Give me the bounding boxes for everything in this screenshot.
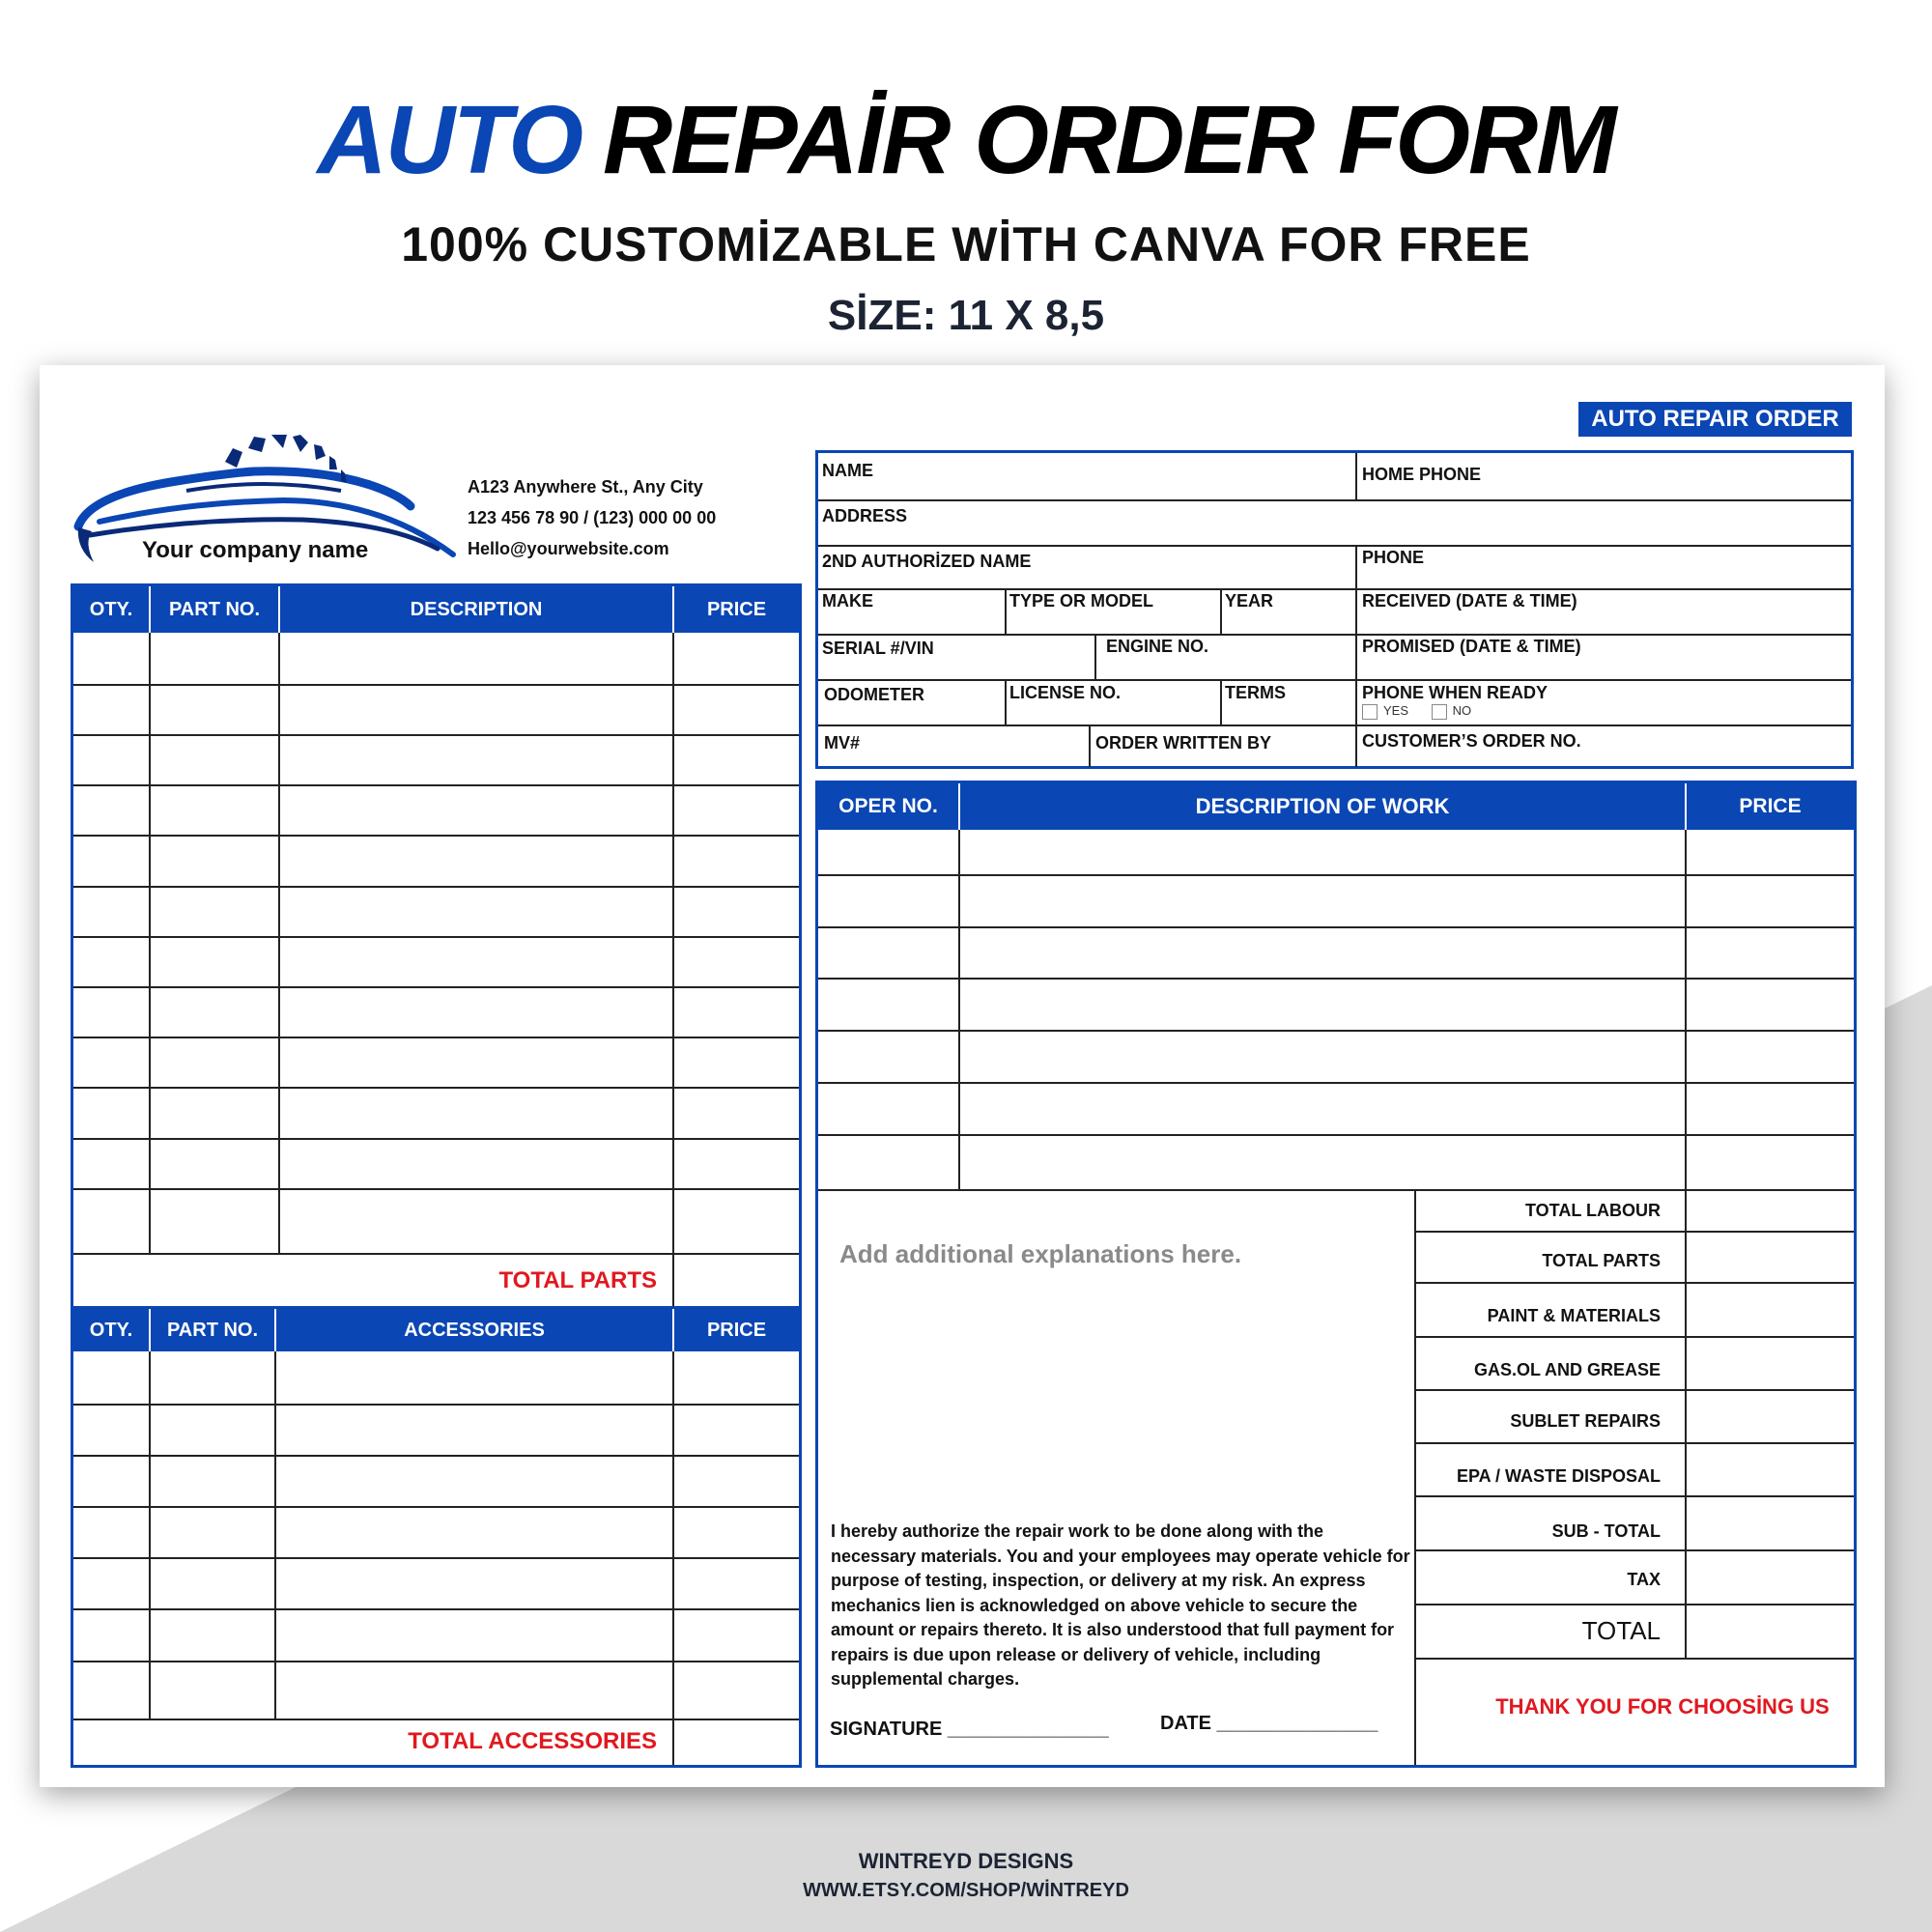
total-parts-label: TOTAL PARTS — [498, 1267, 657, 1293]
received-label: RECEIVED (DATE & TIME) — [1362, 591, 1577, 611]
year-label: YEAR — [1225, 591, 1274, 611]
thank-you-message: THANK YOU FOR CHOOSİNG US — [1495, 1694, 1830, 1719]
phone-label: PHONE — [1362, 548, 1425, 567]
name-label: NAME — [822, 461, 873, 480]
date-line[interactable]: DATE _______________ — [1160, 1713, 1378, 1734]
signature-line[interactable]: SIGNATURE _______________ — [830, 1719, 1109, 1740]
engine-no-label: ENGINE NO. — [1106, 637, 1209, 656]
parts-header-description: DESCRIPTION — [410, 599, 543, 620]
work-header-operno: OPER NO. — [838, 795, 938, 817]
accessories-header-partno: PART NO. — [166, 1320, 259, 1341]
sublet-repairs-label: SUBLET REPAIRS — [1510, 1411, 1661, 1431]
work-header-price: PRICE — [1739, 795, 1802, 817]
footer-url[interactable]: WWW.ETSY.COM/SHOP/WİNTREYD — [803, 1880, 1129, 1901]
make-label: MAKE — [822, 591, 873, 611]
gasol-grease-label: GAS.OL AND GREASE — [1473, 1360, 1661, 1379]
phone-when-ready-label: PHONE WHEN READY — [1362, 683, 1548, 702]
company-name: Your company name — [142, 537, 369, 563]
additional-explanations[interactable]: Add additional explanations here. — [839, 1239, 1242, 1268]
total-labour-label: TOTAL LABOUR — [1525, 1201, 1661, 1220]
tax-label: TAX — [1627, 1570, 1661, 1589]
second-authorized-name-label: 2ND AUTHORİZED NAME — [822, 552, 1032, 571]
order-written-by-label: ORDER WRITTEN BY — [1095, 733, 1271, 753]
address-label: ADDRESS — [822, 506, 908, 526]
phone-ready-options — [1362, 703, 1471, 720]
parts-table — [71, 583, 802, 1310]
promised-label: PROMISED (DATE & TIME) — [1362, 637, 1581, 656]
company-address: A123 Anywhere St., Any City — [468, 477, 703, 497]
accessories-header-accessories: ACCESSORIES — [404, 1320, 545, 1341]
company-info — [468, 471, 716, 564]
work-table — [815, 781, 1857, 1768]
notes-area — [818, 1189, 1414, 1769]
license-no-label: LICENSE NO. — [1009, 683, 1122, 702]
title-accent: AUTO — [317, 86, 582, 194]
size-label: SİZE: 11 X 8,5 — [827, 292, 1105, 339]
parts-header-price: PRICE — [706, 599, 767, 620]
yes-checkbox[interactable] — [1362, 704, 1378, 720]
company-email: Hello@yourwebsite.com — [468, 539, 669, 558]
home-phone-label: HOME PHONE — [1362, 465, 1482, 484]
type-model-label: TYPE OR MODEL — [1009, 591, 1154, 611]
paint-materials-label: PAINT & MATERIALS — [1487, 1306, 1661, 1325]
subtitle: 100% CUSTOMİZABLE WİTH CANVA FOR FREE — [401, 217, 1531, 271]
parts-header-partno: PART NO. — [168, 599, 261, 620]
terms-label: TERMS — [1225, 683, 1286, 702]
mv-label: MV# — [824, 733, 861, 753]
accessories-header-price: PRICE — [706, 1320, 767, 1341]
odometer-label: ODOMETER — [824, 685, 925, 704]
authorization-text: I hereby authorize the repair work to be done along with the necessary materials. You and your employees may operate vehicle for purpose of testing, inspection, or delivery at my risk. An express mechanics lien is acknowledged on above vehicle to secure the amount or repairs thereto. It is also understood that full payment for repairs is due upon release or delivery of vehicle, including supplemental charges. — [831, 1521, 1410, 1689]
parts-header-row — [73, 586, 799, 633]
page-title — [0, 85, 1932, 196]
total-accessories-label: TOTAL ACCESSORIES — [408, 1728, 657, 1754]
title-rest: REPAİR ORDER FORM — [603, 86, 1615, 194]
work-header-row — [818, 783, 1854, 830]
total-label: TOTAL — [1581, 1616, 1661, 1645]
yes-label: YES — [1383, 703, 1409, 718]
order-form-sheet — [40, 365, 1885, 1787]
customer-info-box — [815, 450, 1854, 769]
serial-vin-label: SERIAL #/VIN — [822, 639, 934, 658]
accessories-header-row — [73, 1309, 799, 1351]
auto-repair-order-badge: AUTO REPAIR ORDER — [1578, 402, 1852, 437]
accessories-table — [71, 1306, 802, 1768]
parts-header-qty: OTY. — [89, 599, 133, 620]
accessories-header-qty: OTY. — [89, 1320, 133, 1341]
company-phones: 123 456 78 90 / (123) 000 00 00 — [468, 508, 717, 527]
sub-total-label: SUB - TOTAL — [1551, 1521, 1661, 1541]
no-checkbox[interactable] — [1432, 704, 1447, 720]
no-label: NO — [1452, 703, 1472, 718]
footer-brand: WINTREYD DESIGNS — [858, 1849, 1074, 1873]
epa-waste-label: EPA / WASTE DISPOSAL — [1456, 1466, 1661, 1486]
work-header-description: DESCRIPTION OF WORK — [1195, 794, 1450, 818]
customer-order-no-label: CUSTOMER’S ORDER NO. — [1362, 731, 1581, 751]
total-parts-summary-label: TOTAL PARTS — [1542, 1251, 1661, 1270]
